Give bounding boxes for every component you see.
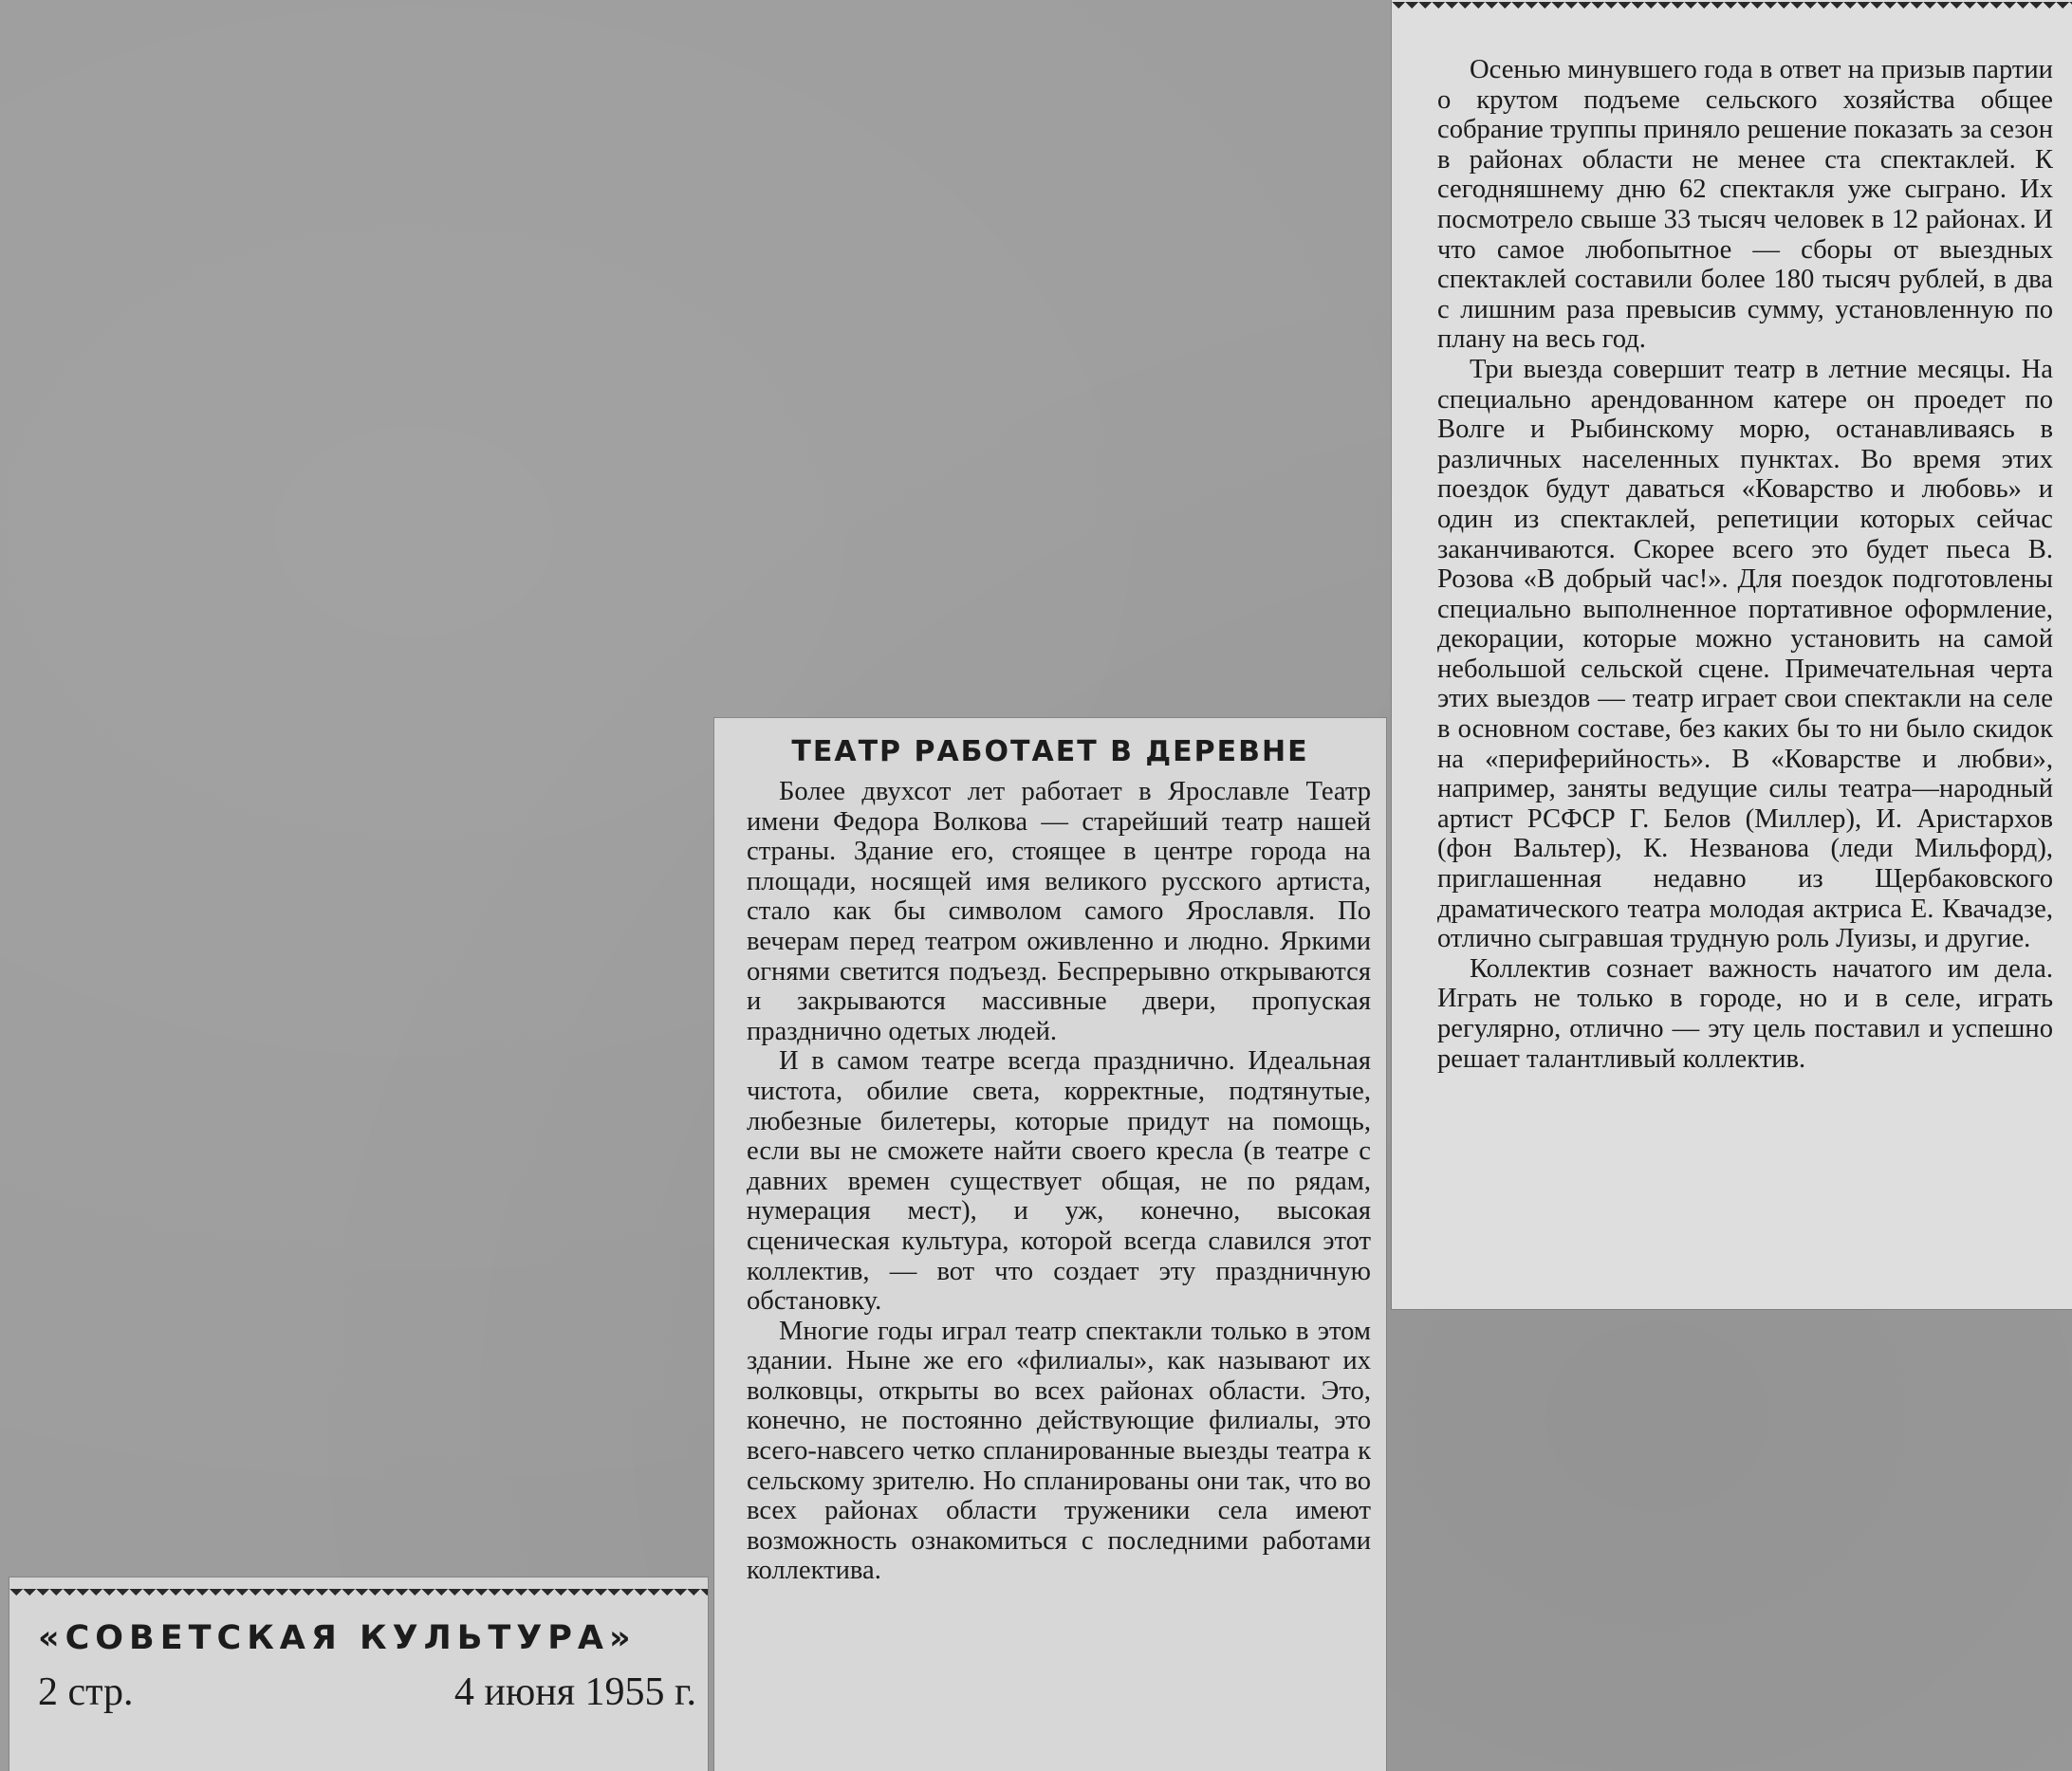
newspaper-name: «СОВЕТСКАЯ КУЛЬТУРА»: [38, 1619, 637, 1657]
article-paragraph: Более двухсот лет работает в Ярославле Театр имени Федора Волкова — старейший театр нашей страны. Здание его, стоящее в центре города на площади, носящей имя великого русского артиста, стало как бы символом самого Ярославля. По вечерам перед театром оживленно и людно. Яркими огнями светится подъезд. Беспрерывно открываются и закрываются массивные двери, пропуская празднично одетых людей.: [747, 777, 1371, 1046]
article-right-column: [1437, 55, 2053, 1074]
article-paragraph: Коллектив сознает важность начатого им дела. Играть не только в городе, но и в селе, играть регулярно, отлично — эту цель поставил и успешно решает талантливый коллектив.: [1437, 953, 2053, 1074]
issue-date: 4 июня 1955 г.: [453, 1670, 696, 1714]
zigzag-border: [1392, 2, 2072, 15]
page-number: 2 стр.: [38, 1670, 134, 1714]
zigzag-border: [9, 1589, 708, 1602]
article-left-column: [747, 777, 1371, 1586]
article-paragraph: Осенью минувшего года в ответ на призыв партии о крутом подъеме сельского хозяйства общее собрание труппы приняло решение показать за сезон в районах области не менее ста спектаклей. К сегодняшнему дню 62 спектакля уже сыграно. Их посмотрело свыше 33 тысяч человек в 12 районах. И что самое любопытное — сборы от выездных спектаклей составили более 180 тысяч рублей, в два с лишним раза превысив сумму, установленную по плану на весь год.: [1437, 55, 2053, 355]
article-clipping-continuation: [1392, 0, 2072, 1309]
masthead-clipping: [9, 1577, 708, 1771]
article-paragraph: Многие годы играл театр спектакли только в этом здании. Ныне же его «филиалы», как называют их волковцы, открыты во всех районах области. Это, конечно, не постоянно действующие филиалы, это всего-навсего четко спланированные выезды театра к сельскому зрителю. Но спланированы они так, что во всех районах области труженики села имеют возможность ознакомиться с последними работами коллектива.: [747, 1316, 1371, 1586]
article-title: ТЕАТР РАБОТАЕТ В ДЕРЕВНЕ: [791, 735, 1309, 768]
article-paragraph: И в самом театре всегда празднично. Идеальная чистота, обилие света, корректные, подтянутые, любезные билетеры, которые придут на помощь, если вы не сможете найти своего кресла (в театре с давних времен существует общая, не по рядам, нумерация мест), и уж, конечно, высокая сценическая культура, которой всегда славился этот коллектив, — вот что создает эту праздничную обстановку.: [747, 1046, 1371, 1317]
article-clipping-main: [714, 718, 1386, 1771]
article-paragraph: Три выезда совершит театр в летние месяцы. На специально арендованном катере он проедет по Волге и Рыбинскому морю, останавливаясь в различных населенных пунктах. Во время этих поездок будут даваться «Коварство и любовь» и один из спектаклей, репетиции которых сейчас заканчиваются. Скорее всего это будет пьеса В. Розова «В добрый час!». Для поездок подготовлены специально выполненное портативное оформление, декорации, которые можно установить на самой небольшой сельской сцене. Примечательная черта этих выездов — театр играет свои спектакли на селе в основном составе, без каких бы то ни было скидок на «периферийность». В «Коварстве и любви», например, заняты ведущие силы театра—народный артист РСФСР Г. Белов (Миллер), И. Аристархов (фон Вальтер), К. Незванова (леди Мильфорд), приглашенная недавно из Щербаковского драматического театра молодая актриса Е. Квачадзе, отлично сыгравшая трудную роль Луизы, и другие.: [1437, 354, 2053, 954]
